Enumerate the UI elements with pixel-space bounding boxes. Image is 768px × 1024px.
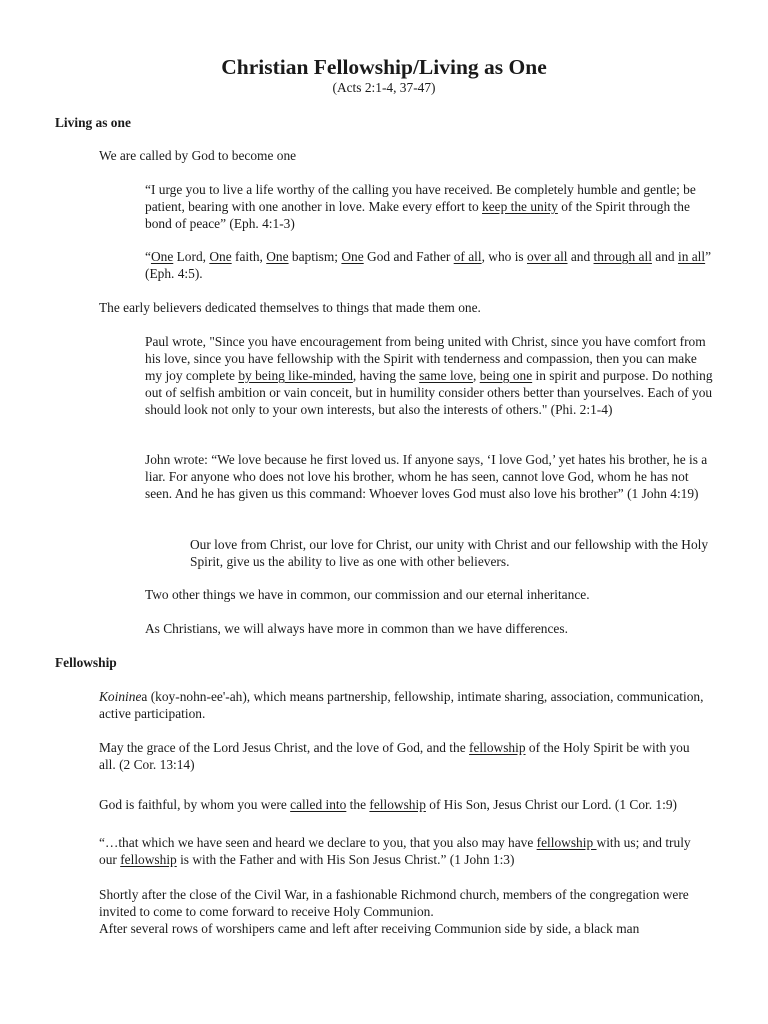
quote-eph-4-1-3: “I urge you to live a life worthy of the calling you have received. Be completely humble and gentle; be patient, bearing with one another in love. Make every effort to keep the unity of the Spirit through the bond of peace” (Eph. 4:1-3): [145, 182, 696, 231]
quote-2-cor-13-14: May the grace of the Lord Jesus Christ, and the love of God, and the fellowship of the Holy Spirit be with you all. (2 Cor. 13:14): [99, 740, 690, 772]
our-love-paragraph: Our love from Christ, our love for Christ, our unity with Christ and our fellowship with the Holy Spirit, give us the ability to live as one with other believers.: [190, 537, 709, 569]
quote-phi-2-1-4: Paul wrote, "Since you have encouragement from being united with Christ, since you have comfort from his love, since you have fellowship with the Spirit with tenderness and compassion, then you can make my joy complete by being like-minded, having the same love, being one in spirit and purpose. Do nothing out of selfish ambition or vain conceit, but in humility consider others better than yourselves. Each of you should look not only to your own interests, but also the interests of others." (Phi. 2:1-4): [145, 334, 713, 417]
quote-1-cor-1-9: God is faithful, by whom you were called into the fellowship of His Son, Jesus Christ our Lord. (1 Cor. 1:9): [99, 797, 677, 812]
two-things-paragraph: Two other things we have in common, our commission and our eternal inheritance.: [145, 587, 590, 602]
quote-eph-4-5: “One Lord, One faith, One baptism; One God and Father of all, who is over all and through all and in all” (Eph. 4:5).: [145, 249, 712, 281]
quote-1-john-4-19: John wrote: “We love because he first loved us. If anyone says, ‘I love God,’ yet hates his brother, he is a liar. For anyone who does not love his brother, whom he has seen, cannot love God, whom he has not seen. And he has given us this command: Whoever loves God must also love his brother” (1 John 4:19): [145, 452, 708, 501]
intro-paragraph: We are called by God to become one: [99, 148, 297, 163]
section-heading-fellowship: Fellowship: [55, 655, 117, 670]
underline-keep-the-unity: keep the unity: [482, 199, 558, 214]
civil-war-paragraph: Shortly after the close of the Civil War, in a fashionable Richmond church, members of the congregation were invited to come to come forward to receive Holy Communion.: [99, 887, 689, 919]
section-heading-living-as-one: Living as one: [55, 115, 131, 130]
page-title: Christian Fellowship/Living as One: [221, 55, 547, 79]
civil-war-continuation: After several rows of worshipers came and left after receiving Communion side by side, a black man: [99, 921, 640, 936]
as-christians-paragraph: As Christians, we will always have more in common than we have differences.: [145, 621, 568, 636]
koinonia-paragraph: Koininea (koy-nohn-ee'-ah), which means partnership, fellowship, intimate sharing, association, communication, active participation.: [99, 689, 704, 721]
page-subtitle: (Acts 2:1-4, 37-47): [332, 80, 436, 95]
early-believers-paragraph: The early believers dedicated themselves to things that made them one.: [99, 300, 481, 315]
quote-1-john-1-3: “…that which we have seen and heard we declare to you, that you also may have fellowship with us; and truly our fellowship is with the Father and with His Son Jesus Christ.” (1 John 1:3): [99, 835, 691, 867]
